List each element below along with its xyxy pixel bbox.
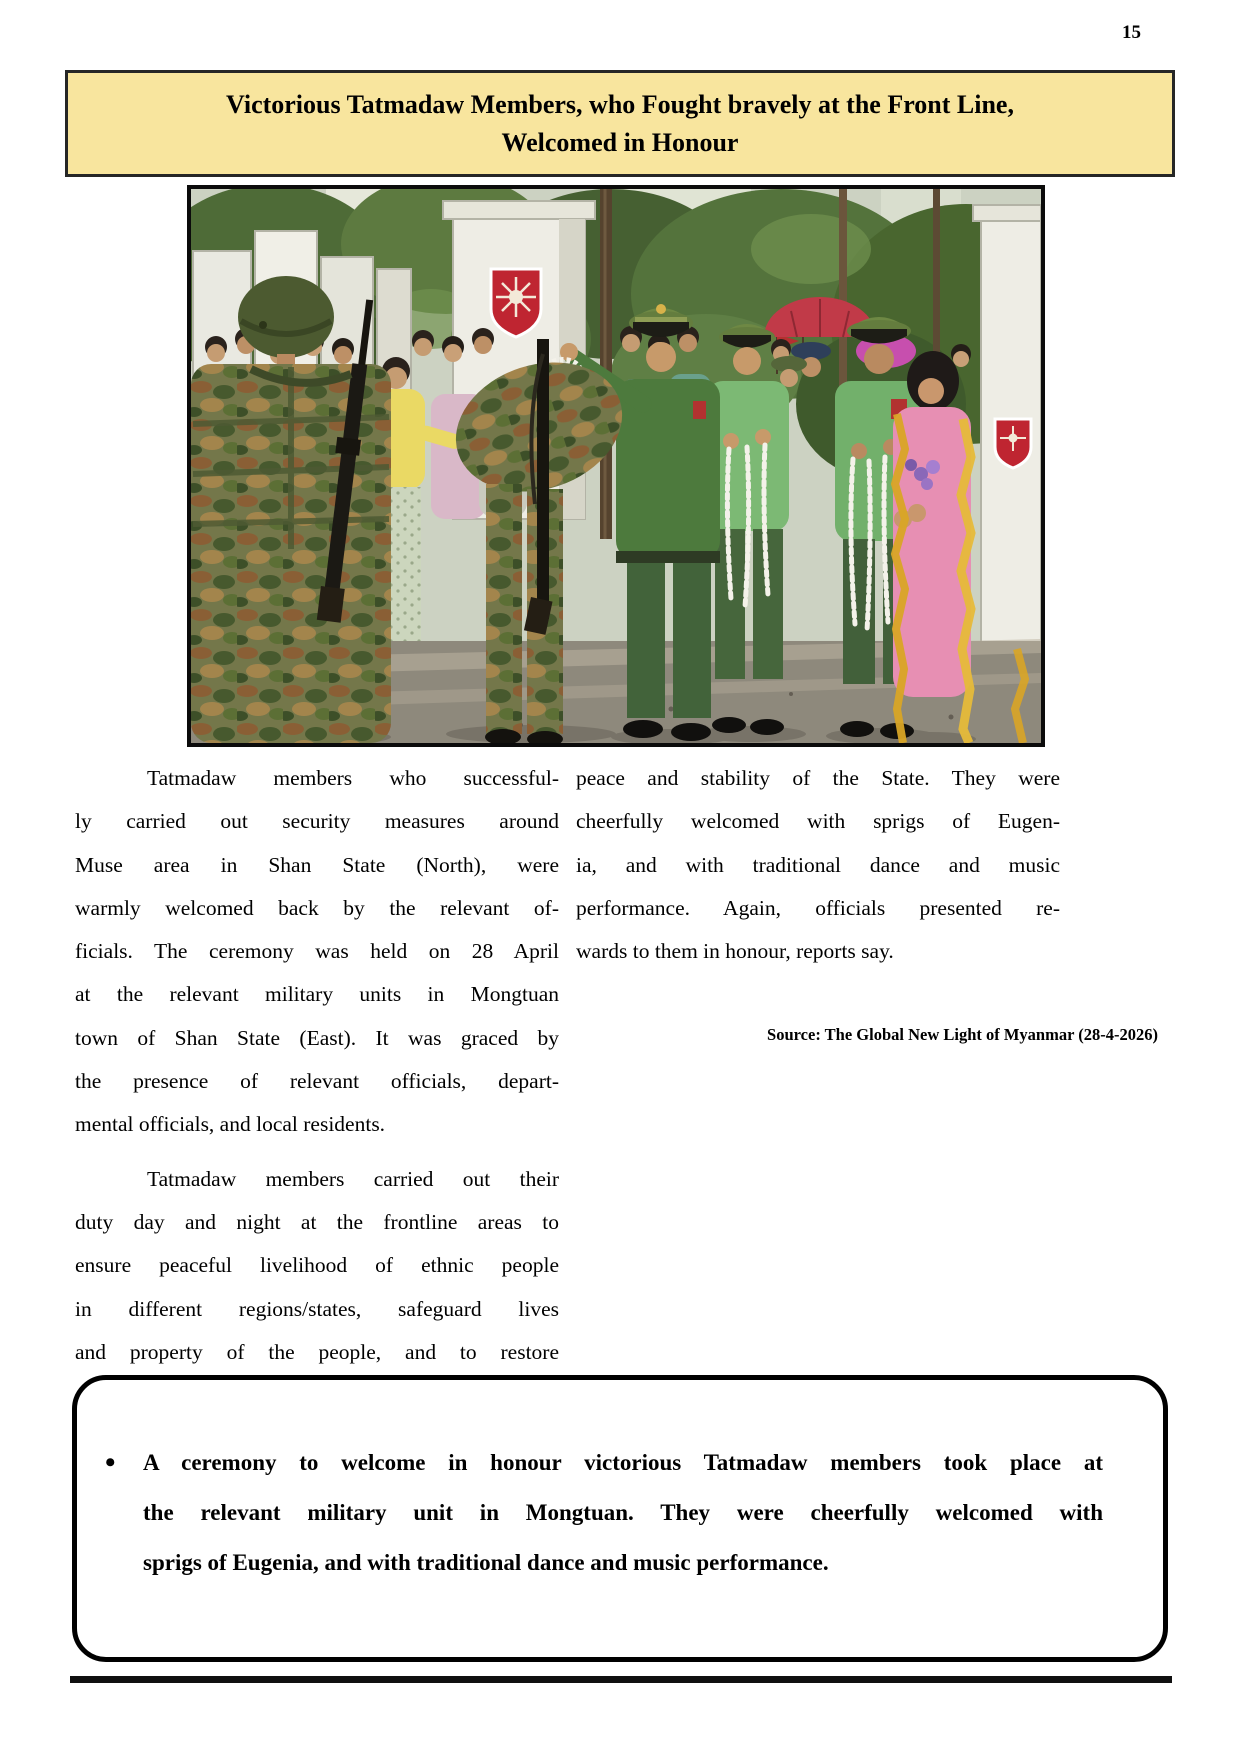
text-line: duty day and night at the frontline areas to: [75, 1209, 559, 1234]
paragraph-1: [75, 757, 559, 1147]
article-title-box: [65, 70, 1175, 177]
text-line: peace and stability of the State. They were: [576, 766, 1060, 790]
text-line: town of Shan State (East). It was graced by: [75, 1025, 559, 1050]
article-column-right: [576, 757, 1158, 1374]
article-title-line-2: Welcomed in Honour: [501, 128, 739, 157]
ceremony-photo: [187, 185, 1045, 747]
ceremony-photo-illustration: [191, 189, 1041, 743]
page-number: 15: [1122, 22, 1141, 43]
text-line: at the relevant military units in Mongtuan: [75, 982, 559, 1007]
text-line: the presence of relevant officials, depart-: [75, 1069, 559, 1094]
text-line: Muse area in Shan State (North), were: [75, 852, 559, 877]
text-line: warmly welcomed back by the relevant of-: [75, 895, 559, 920]
text-line: and property of the people, and to restore: [75, 1339, 559, 1364]
text-line: Tatmadaw members who successful-: [147, 766, 559, 790]
text-line: cheerfully welcomed with sprigs of Eugen-: [576, 809, 1060, 834]
bottom-rule: [70, 1676, 1172, 1683]
summary-text: [143, 1438, 1103, 1588]
article-body: [75, 757, 1158, 1374]
paragraph-2: [75, 1158, 559, 1374]
text-line: Tatmadaw members carried out their: [147, 1166, 559, 1191]
article-title-line-1: Victorious Tatmadaw Members, who Fought bravely at the Front Line,: [226, 90, 1014, 119]
text-line: ficials. The ceremony was held on 28 April: [75, 939, 559, 964]
article-column-left: [75, 757, 559, 1374]
text-line: ly carried out security measures around: [75, 809, 559, 834]
bullet-marker: •: [105, 1446, 116, 1479]
text-line: ia, and with traditional dance and music: [576, 852, 1060, 877]
text-line: in different regions/states, safeguard lives: [75, 1296, 559, 1321]
text-line: sprigs of Eugenia, and with traditional dance and music performance.: [143, 1550, 829, 1575]
summary-box: [72, 1375, 1168, 1662]
paragraph-3: [576, 757, 1060, 973]
source-citation: Source: The Global New Light of Myanmar (28-4-2026): [767, 1025, 1158, 1045]
text-line: mental officials, and local residents.: [75, 1112, 386, 1137]
text-line: A ceremony to welcome in honour victorious Tatmadaw members took place at: [143, 1450, 1103, 1475]
text-line: ensure peaceful livelihood of ethnic people: [75, 1253, 559, 1278]
text-line: performance. Again, officials presented re-: [576, 895, 1060, 920]
text-line: wards to them in honour, reports say.: [576, 939, 894, 964]
text-line: the relevant military unit in Mongtuan. They were cheerfully welcomed with: [143, 1500, 1103, 1525]
